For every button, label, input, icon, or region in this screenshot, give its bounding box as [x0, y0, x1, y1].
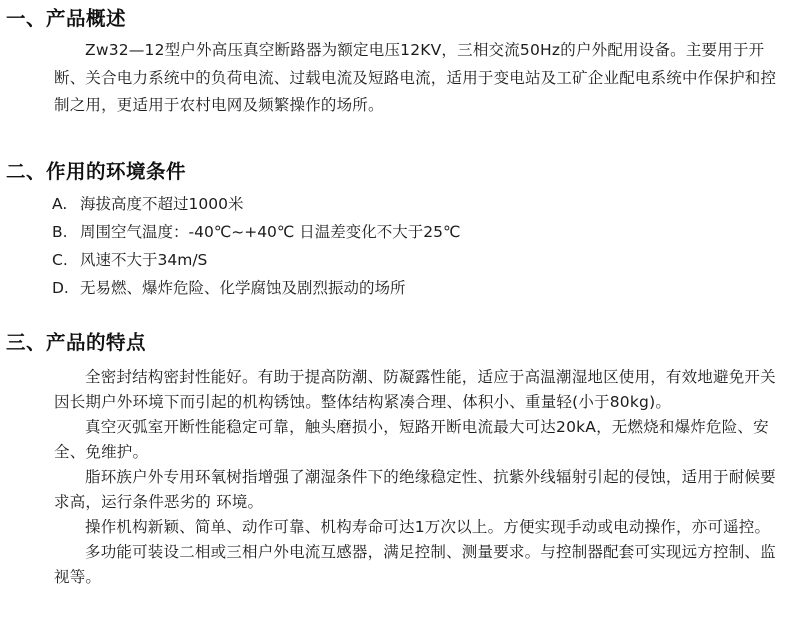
condition-text: 无易燃、爆炸危险、化学腐蚀及剧烈振动的场所	[80, 279, 406, 297]
condition-text: 风速不大于34m/S	[80, 251, 208, 269]
condition-item	[52, 275, 406, 303]
condition-item	[52, 247, 207, 275]
overview-paragraph: Zw32—12型户外高压真空断路器为额定电压12KV，三相交流50Hz的户外配用设备。主要用于开断、关合电力系统中的负荷电流、过载电流及短路电流，适用于变电站及工矿企业配电系统中作保护和控制之用，更适用于农村电网及频繁操作的场所。	[54, 41, 777, 114]
section-heading-environment: 二、作用的环境条件	[6, 160, 187, 183]
condition-letter: B.	[52, 223, 68, 241]
section-heading-features: 三、产品的特点	[6, 331, 147, 354]
condition-text: 周围空气温度：-40℃~+40℃ 日温差变化不大于25℃	[80, 223, 461, 241]
feature-paragraph: 多功能可装设二相或三相户外电流互感器，满足控制、测量要求。与控制器配套可实现远方控制、监视等。	[54, 543, 776, 586]
features-list	[54, 365, 784, 590]
condition-text: 海拔高度不超过1000米	[80, 195, 244, 213]
feature-paragraph: 操作机构新颖、简单、动作可靠、机构寿命可达1万次以上。方便实现手动或电动操作，亦可遥控。	[85, 518, 771, 536]
overview-text	[54, 37, 784, 120]
condition-letter: D.	[52, 279, 69, 297]
section-heading-overview: 一、产品概述	[6, 7, 127, 30]
feature-paragraph: 真空灭弧室开断性能稳定可靠，触头磨损小，短路开断电流最大可达20kA，无燃烧和爆炸危险、安全、免维护。	[54, 418, 769, 461]
feature-paragraph: 全密封结构密封性能好。有助于提高防潮、防凝露性能，适应于高温潮湿地区使用，有效地避免开关因长期户外环境下而引起的机构锈蚀。整体结构紧凑合理、体积小、重量轻(小于80kg)。	[54, 368, 776, 411]
condition-item	[52, 191, 243, 219]
condition-letter: A.	[52, 195, 68, 213]
condition-item	[52, 219, 460, 247]
condition-letter: C.	[52, 251, 68, 269]
feature-paragraph: 脂环族户外专用环氧树指增强了潮湿条件下的绝缘稳定性、抗紫外线辐射引起的侵蚀，适用于耐候要求高，运行条件恶劣的 环境。	[54, 468, 776, 511]
